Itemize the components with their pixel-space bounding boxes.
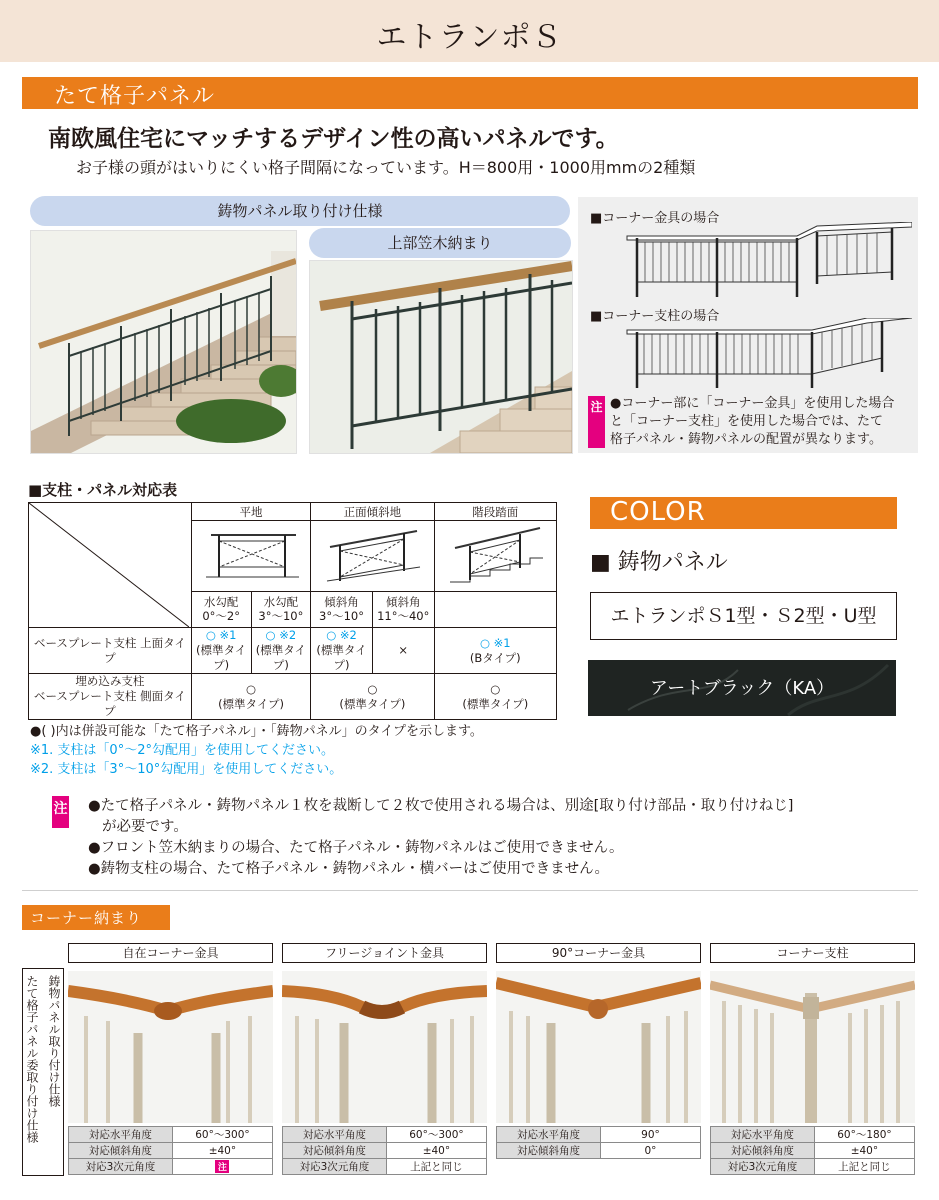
spec-table: 対応水平角度 90° 対応傾斜角度 0° bbox=[496, 1126, 701, 1159]
cast-panel-label: 鋳物パネル取り付け仕様 bbox=[30, 196, 570, 226]
corner-section-header bbox=[22, 905, 170, 930]
corner-note-line: と「コーナー支柱」を使用した場合では、たて bbox=[610, 414, 884, 429]
spec-table: 対応水平角度 60°〜300° 対応傾斜角度 ±40° 対応3次元角度 注 bbox=[68, 1126, 273, 1175]
header-stairs: 階段踏面 bbox=[434, 503, 556, 521]
header-front-slope: 正面傾斜地 bbox=[311, 503, 434, 521]
panel-photo bbox=[710, 971, 915, 1123]
corner-panel-1 bbox=[68, 943, 273, 1175]
corner-post-diagram bbox=[622, 318, 912, 394]
corner-fitting-diagram bbox=[622, 222, 912, 306]
main-note-tag: 注 bbox=[52, 796, 69, 828]
main-note-line: ●鋳物支柱の場合、たて格子パネル・鋳物パネル・横バーはご使用できません。 bbox=[88, 861, 610, 877]
cell-r1-2: ○ ※2 (標準タイプ) bbox=[311, 628, 373, 674]
cell-r1-0: ○ ※1 (標準タイプ) bbox=[191, 628, 251, 674]
table-note: ※1. 支柱は「0°〜2°勾配用」を使用してください。 bbox=[30, 743, 334, 758]
sub-1: 水勾配 3°〜10° bbox=[251, 591, 311, 627]
row1-label: ベースプレート支柱 上面タイプ bbox=[29, 628, 192, 674]
corner-post-label: ■コーナー支柱の場合 bbox=[590, 309, 720, 324]
corner-panel-4 bbox=[710, 943, 915, 1175]
side-label-2: たて格子パネル委取り付け仕様 bbox=[25, 975, 39, 1143]
section-header bbox=[22, 77, 918, 109]
cell-r2-2: ○ (標準タイプ) bbox=[434, 674, 556, 720]
panel-photo bbox=[496, 971, 701, 1123]
cell-r1-3: × bbox=[372, 628, 434, 674]
stairs-diagram-cell bbox=[434, 521, 556, 592]
top-rail-label: 上部笠木納まり bbox=[309, 228, 571, 258]
corner-note bbox=[610, 395, 894, 449]
slope-diagram-cell bbox=[311, 521, 434, 592]
row2-label: 埋め込み支柱 ベースプレート支柱 側面タイプ bbox=[29, 674, 192, 720]
main-note bbox=[88, 796, 793, 880]
table-notes bbox=[30, 722, 483, 779]
corner-note-tag: 注 bbox=[588, 396, 605, 448]
section-title: たて格子パネル bbox=[54, 84, 216, 109]
sub-3: 傾斜角 11°〜40° bbox=[372, 591, 434, 627]
note-tag: 注 bbox=[215, 1160, 229, 1173]
spec-table: 対応水平角度 60°〜180° 対応傾斜角度 ±40° 対応3次元角度 上記と同じ bbox=[710, 1126, 915, 1175]
color-heading: COLOR bbox=[610, 497, 706, 527]
cell-r2-0: ○ (標準タイプ) bbox=[191, 674, 310, 720]
cell-r2-1: ○ (標準タイプ) bbox=[311, 674, 434, 720]
flat-diagram-cell bbox=[191, 521, 310, 592]
side-label-box bbox=[22, 968, 64, 1176]
panel-title: 90°コーナー金具 bbox=[496, 943, 701, 963]
table-title: ■支柱・パネル対応表 bbox=[28, 481, 178, 499]
stair-railing-photo bbox=[30, 230, 297, 454]
corner-panel-3 bbox=[496, 943, 701, 1159]
corner-panel-2 bbox=[282, 943, 487, 1175]
top-rail-photo bbox=[309, 260, 573, 454]
swatch-label: アートブラック（KA） bbox=[649, 678, 835, 699]
panel-title: コーナー支柱 bbox=[710, 943, 915, 963]
corner-fitting-label: ■コーナー金具の場合 bbox=[590, 211, 720, 226]
color-header bbox=[590, 497, 897, 529]
divider bbox=[22, 890, 918, 891]
corner-section-title: コーナー納まり bbox=[30, 909, 143, 927]
corner-note-line: ●コーナー部に「コーナー金具」を使用した場合 bbox=[610, 396, 895, 411]
color-subheading: ■ 鋳物パネル bbox=[590, 550, 728, 575]
cell-r1-1: ○ ※2 (標準タイプ) bbox=[251, 628, 311, 674]
side-label-1: 鋳物パネル取り付け仕様 bbox=[47, 975, 61, 1107]
main-note-line: ●フロント笠木納まりの場合、たて格子パネル・鋳物パネルはご使用できません。 bbox=[88, 840, 624, 856]
sub-0: 水勾配 0°〜2° bbox=[191, 591, 251, 627]
table-note: ●( )内は併設可能な「たて格子パネル」・「鋳物パネル」のタイプを示します。 bbox=[30, 724, 483, 739]
support-panel-table bbox=[28, 502, 557, 720]
main-note-line: が必要です。 bbox=[102, 819, 188, 835]
headline: 南欧風住宅にマッチするデザイン性の高いパネルです。 bbox=[48, 126, 619, 152]
header-flat: 平地 bbox=[191, 503, 310, 521]
color-swatch bbox=[588, 660, 896, 716]
panel-title: フリージョイント金具 bbox=[282, 943, 487, 963]
table-note: ※2. 支柱は「3°〜10°勾配用」を使用してください。 bbox=[30, 762, 343, 777]
panel-photo bbox=[282, 971, 487, 1123]
main-note-line: ●たて格子パネル・鋳物パネル１枚を裁断して２枚で使用される場合は、別途[取り付け部品・取り付けねじ] bbox=[88, 798, 794, 814]
subline: お子様の頭がはいりにくい格子間隔になっています。H＝800用・1000用mmの2種類 bbox=[76, 158, 696, 177]
color-types: エトランポＳ1型・Ｓ2型・U型 bbox=[590, 592, 897, 640]
sub-2: 傾斜角 3°〜10° bbox=[311, 591, 373, 627]
page-title: エトランポＳ bbox=[376, 20, 563, 55]
panel-title: 自在コーナー金具 bbox=[68, 943, 273, 963]
cell-r1-4: ○ ※1 (Bタイプ) bbox=[434, 628, 556, 674]
table-corner-cell bbox=[29, 503, 192, 628]
spec-table: 対応水平角度 60°〜300° 対応傾斜角度 ±40° 対応3次元角度 上記と同じ bbox=[282, 1126, 487, 1175]
panel-photo bbox=[68, 971, 273, 1123]
corner-note-line: 格子パネル・鋳物パネルの配置が異なります。 bbox=[610, 432, 882, 447]
